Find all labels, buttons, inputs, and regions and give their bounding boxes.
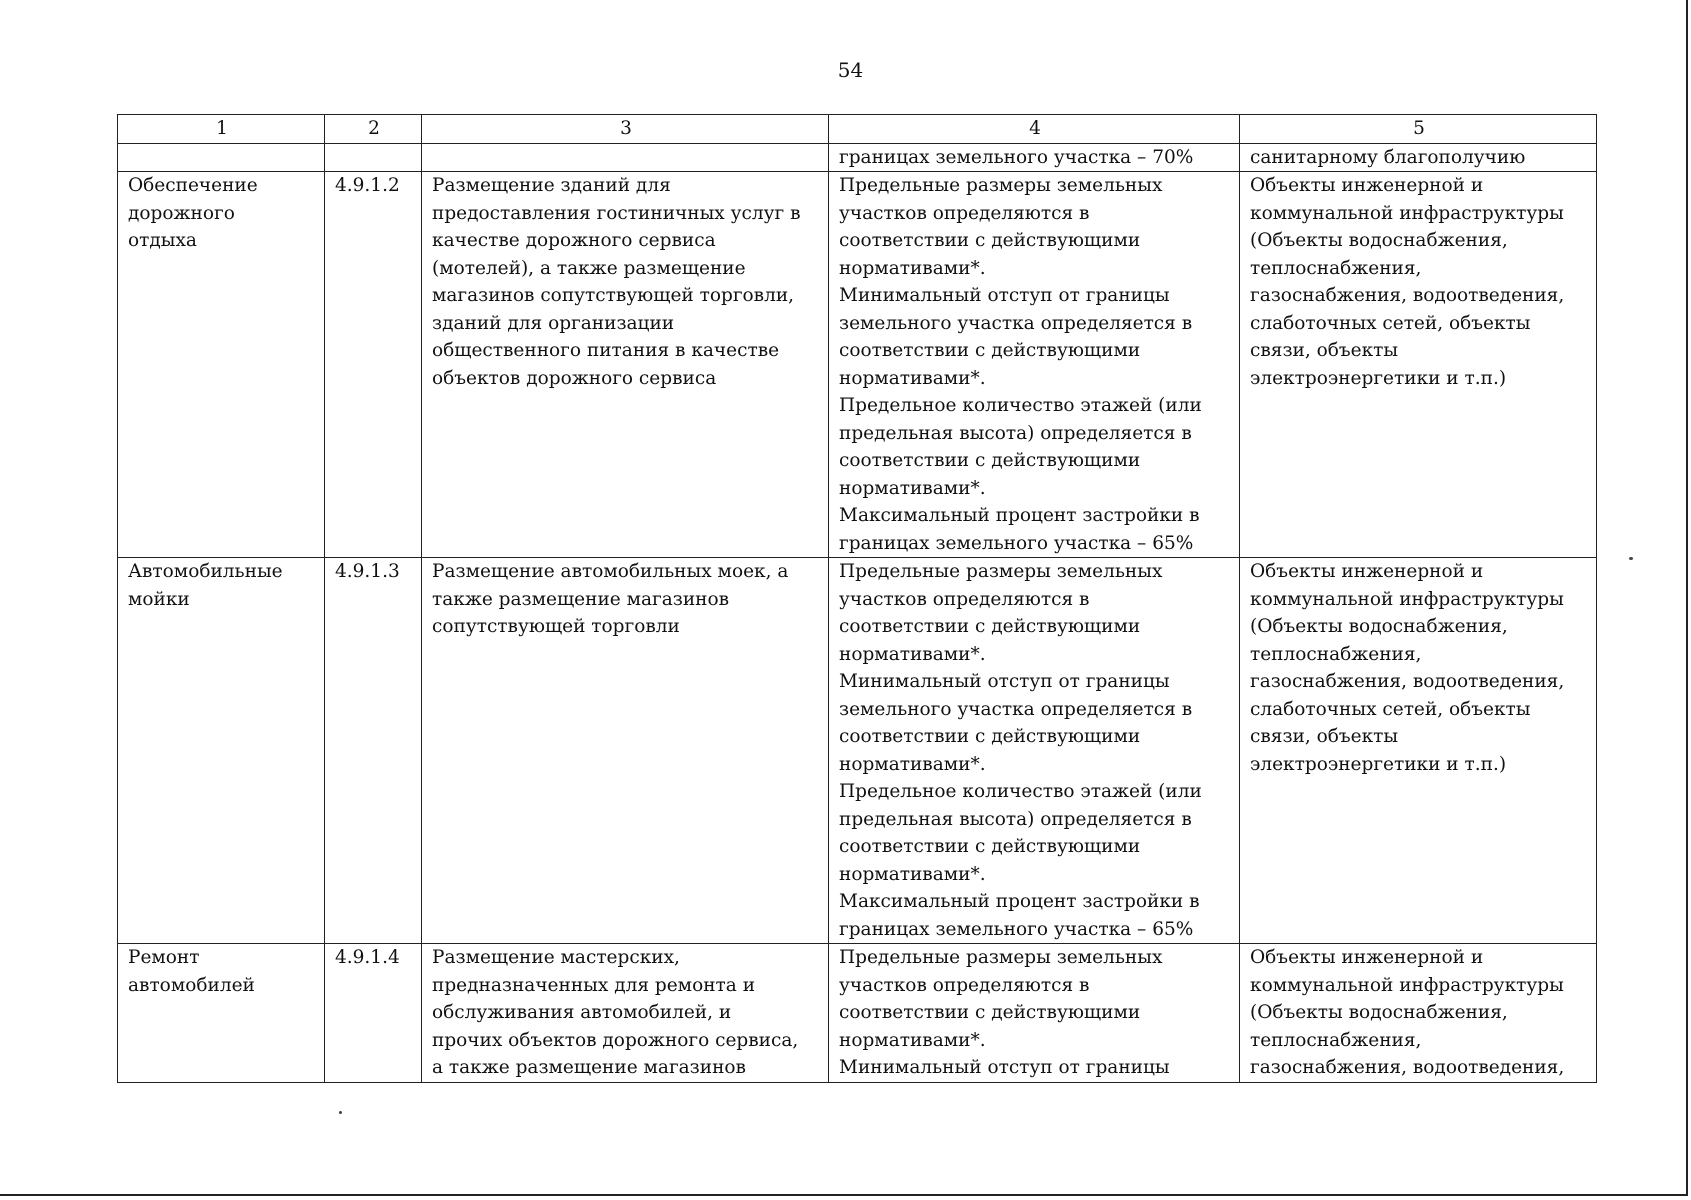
use-description-cell [422,143,829,172]
objects-cell: Объекты инженерной и коммунальной инфраструктуры (Объекты водоснабжения, теплоснабжения, газоснабжения, водоотведения, [1240,944,1597,1083]
column-header: 3 [422,115,829,144]
column-header: 2 [325,115,422,144]
objects-cell: Объекты инженерной и коммунальной инфраструктуры (Объекты водоснабжения, теплоснабжения, газоснабжения, водоотведения, слаботочных сетей, объекты связи, объекты электроэнергетики и т.п.) [1240,172,1597,558]
column-header: 4 [829,115,1240,144]
table-header-row [118,115,1597,144]
use-description-cell: Размещение мастерских, предназначенных для ремонта и обслуживания автомобилей, и прочих объектов дорожного сервиса, а также размещение магазинов [422,944,829,1083]
page-number: 54 [837,58,864,82]
table-row [118,172,1597,558]
parameters-cell: границах земельного участка – 70% [829,143,1240,172]
table-row [118,558,1597,944]
scan-speck [339,1111,342,1114]
use-description-cell: Размещение автомобильных моек, а также размещение магазинов сопутствующей торговли [422,558,829,944]
use-name-cell [118,143,325,172]
column-header: 1 [118,115,325,144]
parameters-cell: Предельные размеры земельных участков определяются в соответствии с действующими нормативами*. Минимальный отступ от границы [829,944,1240,1083]
use-name-cell: Автомобильные мойки [118,558,325,944]
page-edge-right [1686,0,1688,1195]
use-code-cell: 4.9.1.4 [325,944,422,1083]
land-use-table [117,114,1597,1083]
objects-cell: санитарному благополучию [1240,143,1597,172]
page-edge-bottom [0,1194,1688,1196]
use-name-cell: Обеспечение дорожного отдыха [118,172,325,558]
parameters-cell: Предельные размеры земельных участков определяются в соответствии с действующими нормативами*. Минимальный отступ от границы земельного участка определяется в соответствии с действующими нормативами*. Предельное количество этажей (или предельная высота) определяется в соответствии с действующими нормативами*. Максимальный процент застройки в границах земельного участка – 65% [829,558,1240,944]
use-name-cell: Ремонт автомобилей [118,944,325,1083]
use-code-cell: 4.9.1.2 [325,172,422,558]
use-code-cell: 4.9.1.3 [325,558,422,944]
column-header: 5 [1240,115,1597,144]
objects-cell: Объекты инженерной и коммунальной инфраструктуры (Объекты водоснабжения, теплоснабжения, газоснабжения, водоотведения, слаботочных сетей, объекты связи, объекты электроэнергетики и т.п.) [1240,558,1597,944]
table-row [118,143,1597,172]
scan-speck [1629,557,1633,560]
use-description-cell: Размещение зданий для предоставления гостиничных услуг в качестве дорожного сервиса (мотелей), а также размещение магазинов сопутствующей торговли, зданий для организации общественного питания в качестве объектов дорожного сервиса [422,172,829,558]
table-row [118,944,1597,1083]
use-code-cell [325,143,422,172]
parameters-cell: Предельные размеры земельных участков определяются в соответствии с действующими нормативами*. Минимальный отступ от границы земельного участка определяется в соответствии с действующими нормативами*. Предельное количество этажей (или предельная высота) определяется в соответствии с действующими нормативами*. Максимальный процент застройки в границах земельного участка – 65% [829,172,1240,558]
